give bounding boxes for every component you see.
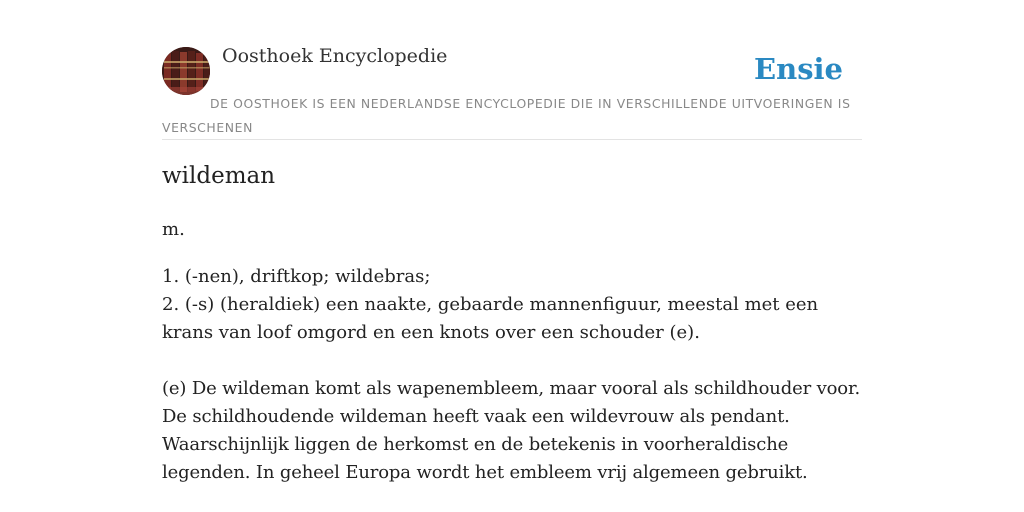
definitions-list [162, 263, 862, 347]
definition-item: 2. (-s) (heraldiek) een naakte, gebaarde mannenfiguur, meestal met een krans van loof omgord en een knots over een schouder (e). [162, 294, 819, 343]
definition-item: 1. (-nen), driftkop; wildebras; [162, 266, 431, 287]
entry-headword: wildeman [162, 163, 276, 189]
site-title[interactable]: Oosthoek Encyclopedie [222, 45, 448, 67]
site-tagline: DE OOSTHOEK IS EEN NEDERLANDSE ENCYCLOPEDIE DIE IN VERSCHILLENDE UITVOERINGEN IS VERSCHENEN [162, 96, 851, 135]
book-spines-icon[interactable] [162, 47, 210, 95]
brand-logo-link[interactable]: Ensie [754, 52, 843, 86]
part-of-speech: m. [162, 219, 185, 240]
entry-note: (e) De wildeman komt als wapenembleem, maar vooral als schildhouder voor. De schildhoudende wildeman heeft vaak een wildevrouw als pendant. Waarschijnlijk liggen de herkomst en de betekenis in voorheraldische legenden. In geheel Europa wordt het embleem vrij algemeen gebruikt. [162, 378, 861, 483]
header-divider [162, 139, 862, 140]
